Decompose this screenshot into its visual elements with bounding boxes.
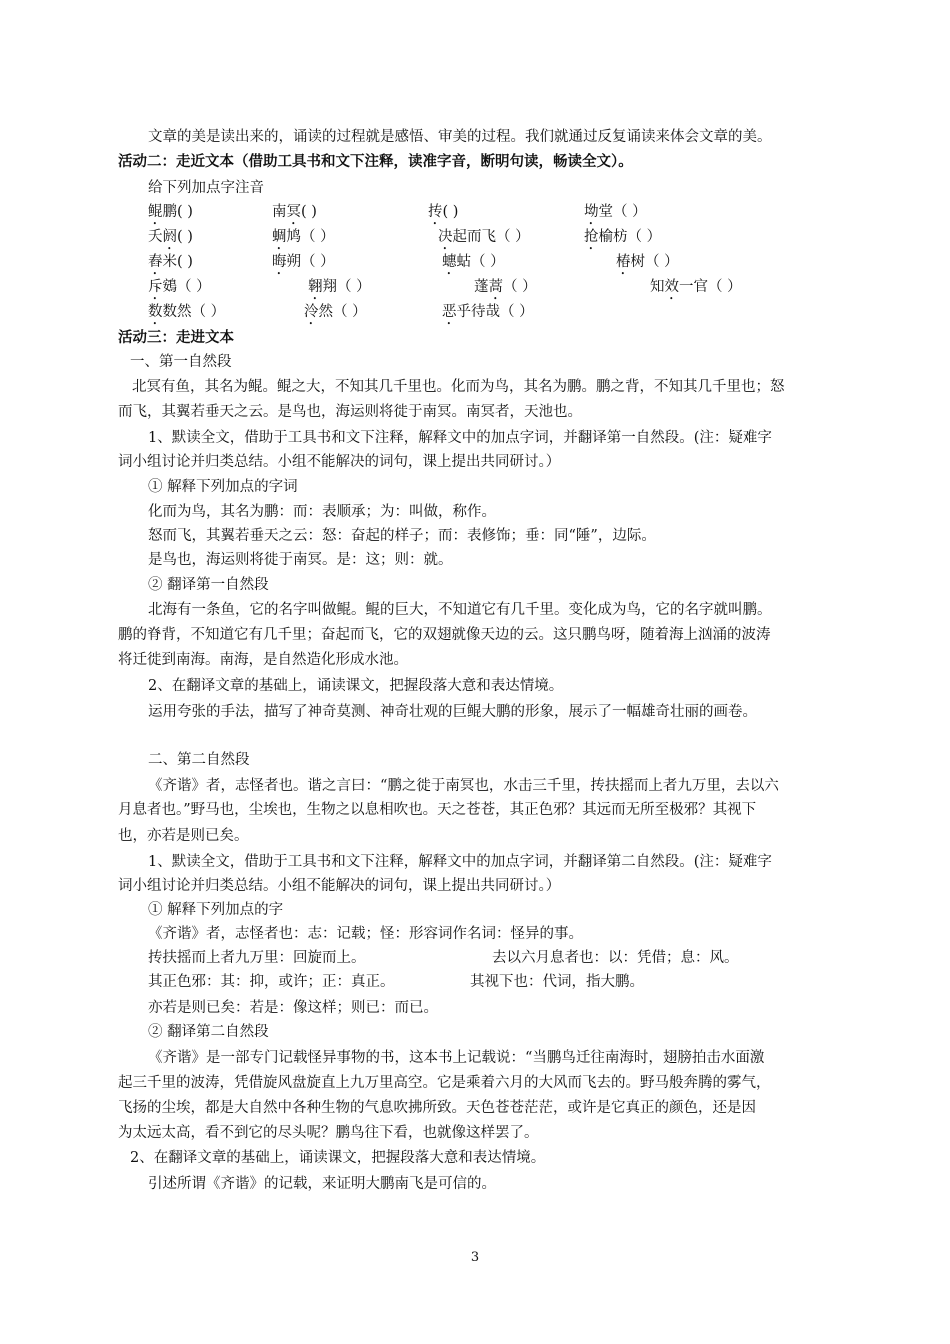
section2-answer: 引述所谓《齐谐》的记载，来证明大鹏南飞是可信的。 — [148, 1176, 496, 1192]
activity3-heading: 活动三：走进文本 — [118, 330, 234, 346]
dotted-character: 冥 — [286, 204, 301, 220]
section2-text-line: 也，亦若是则已矣。 — [118, 828, 249, 844]
dotted-character: 舂 — [148, 254, 163, 270]
pinyin-item — [308, 277, 371, 303]
dotted-character: 斥 — [148, 279, 163, 295]
activity2-heading: 活动二：走近文本（借助工具书和文下注释，读准字音，断明句读，畅读全文）。 — [118, 154, 633, 170]
section1-answer: 运用夸张的手法，描写了神奇莫测、神奇壮观的巨鲲大鹏的形象，展示了一幅雄奇壮丽的画卷。 — [148, 704, 757, 720]
pinyin-item — [148, 202, 193, 228]
pinyin-item-suffix: 树（ ） — [630, 254, 679, 270]
pinyin-item — [442, 252, 505, 278]
section2-gloss: 其视下也：代词，指大鹏。 — [470, 974, 644, 990]
pinyin-item — [474, 277, 537, 303]
pinyin-item-suffix: 榆枋（ ） — [598, 229, 662, 245]
pinyin-item — [272, 202, 317, 228]
dotted-character: 蒿 — [488, 279, 503, 295]
pinyin-item-prefix: 夭 — [148, 229, 163, 245]
section2-translation: 为太远太高，看不到它的尽头呢？鹏鸟往下看，也就像这样罢了。 — [118, 1125, 539, 1141]
dotted-character: 效 — [664, 279, 679, 295]
intro-paragraph: 文章的美是读出来的，诵读的过程就是感悟、审美的过程。我们就通过反复诵读来体会文章的美。 — [148, 129, 772, 145]
section1-text-line: 而飞，其翼若垂天之云。是鸟也，海运则将徙于南冥。南冥者，天池也。 — [118, 404, 582, 420]
pinyin-item — [148, 302, 225, 328]
pinyin-item-suffix: 鴳（ ） — [162, 279, 211, 295]
section1-task2: 2、在翻译文章的基础上，诵读课文，把握段落大意和表达情境。 — [148, 678, 564, 694]
pinyin-item — [428, 202, 458, 228]
section2-text-line: 《齐谐》者，志怪者也。谐之言曰：“鹏之徙于南冥也，水击三千里，抟扶摇而上者九万里，去以六 — [148, 778, 779, 794]
section2-gloss: 去以六月息者也：以：凭借；息：风。 — [492, 950, 739, 966]
pinyin-item — [148, 227, 193, 253]
section1-title: 一、第一自然段 — [130, 354, 232, 370]
pinyin-item-prefix: 蓬 — [474, 279, 489, 295]
section1-translation: 将迁徙到南海。南海，是自然造化形成水池。 — [118, 652, 408, 668]
dotted-character: 晦 — [272, 254, 287, 270]
pinyin-item-suffix: 翔（ ） — [322, 279, 371, 295]
section2-translation: 起三千里的波涛，凭借旋风盘旋直上九万里高空。它是乘着六月的大风而飞去的。野马般奔腾的雾气， — [118, 1075, 771, 1091]
dotted-character: 决 — [438, 229, 453, 245]
section2-gloss: 抟扶摇而上者九万里：回旋而上。 — [148, 950, 366, 966]
pinyin-item-suffix: 朔（ ） — [286, 254, 335, 270]
dotted-character: 数 — [148, 304, 163, 320]
pinyin-item — [650, 277, 742, 303]
dotted-character: 坳 — [584, 204, 599, 220]
pinyin-item-suffix: 数然（ ） — [162, 304, 226, 320]
pinyin-item — [148, 277, 211, 303]
pinyin-item-suffix: 堂（ ） — [598, 204, 647, 220]
pinyin-item-suffix: （ ） — [503, 279, 537, 295]
dotted-character: 翱 — [308, 279, 323, 295]
section2-translation: 飞扬的尘埃，都是大自然中各种生物的气息吹拂所致。天色苍苍茫茫，或许是它真正的颜色，还是因 — [118, 1100, 756, 1116]
dotted-character: 椿 — [616, 254, 631, 270]
section2-text-line: 月息者也。”野马也，尘埃也，生物之以息相吹也。天之苍苍，其正色邪？其远而无所至极邪？其视下 — [118, 802, 757, 818]
section1-sub-heading: ② 翻译第一自然段 — [148, 577, 269, 593]
section2-title: 二、第二自然段 — [148, 752, 250, 768]
pinyin-item — [584, 227, 661, 253]
pinyin-instruction: 给下列加点字注音 — [148, 180, 264, 196]
pinyin-item-suffix: 起而飞（ ） — [452, 229, 530, 245]
pinyin-item-prefix: 南 — [272, 204, 287, 220]
pinyin-item — [442, 302, 534, 328]
section1-gloss: 是鸟也，海运则将徙于南冥。是：这；则：就。 — [148, 552, 453, 568]
dotted-character: 蟪 — [442, 254, 457, 270]
pinyin-item — [584, 202, 647, 228]
section1-task1-cont: 词小组讨论并归类总结。小组不能解决的词句，课上提出共同研讨。） — [118, 454, 561, 470]
section2-gloss: 《齐谐》者，志怪者也：志：记载；怪：形容词作名词：怪异的事。 — [148, 926, 583, 942]
dotted-character: 抢 — [584, 229, 599, 245]
section1-text-line: 北冥有鱼，其名为鲲。鲲之大，不知其几千里也。化而为鸟，其名为鹏。鹏之背，不知其几千里也；怒 — [132, 379, 785, 395]
pinyin-item-suffix: 一官（ ） — [679, 279, 742, 295]
dotted-character: 恶 — [442, 304, 457, 320]
dotted-character: 阏 — [162, 229, 177, 245]
pinyin-item — [304, 302, 367, 328]
pinyin-item-suffix: 乎待哉（ ） — [456, 304, 534, 320]
pinyin-item — [438, 227, 530, 253]
pinyin-item-suffix: ( ) — [301, 204, 317, 220]
section2-gloss: 其正色邪：其：抑，或许；正：真正。 — [148, 974, 395, 990]
pinyin-item-suffix: ( ) — [442, 204, 459, 220]
section1-gloss: 化而为鸟，其名为鹏：而：表顺承；为：叫做，称作。 — [148, 504, 496, 520]
dotted-character: 蜩 — [272, 229, 287, 245]
pinyin-item — [148, 252, 193, 278]
section2-sub-heading: ① 解释下列加点的字 — [148, 902, 284, 918]
section1-sub-heading: ① 解释下列加点的字词 — [148, 479, 298, 495]
dotted-character: 鲲 — [148, 204, 163, 220]
section1-translation: 鹏的脊背，不知道它有几千里；奋起而飞，它的双翅就像天边的云。这只鹏鸟呀，随着海上汹涌的波涛 — [118, 627, 771, 643]
dotted-character: 抟 — [428, 204, 443, 220]
pinyin-item — [272, 227, 335, 253]
pinyin-item-suffix: 蛄（ ） — [456, 254, 505, 270]
section2-task1: 1、默读全文，借助于工具书和文下注释，解释文中的加点字词，并翻译第二自然段。(注：疑难字 — [148, 854, 772, 870]
pinyin-item — [272, 252, 335, 278]
section1-gloss: 怒而飞，其翼若垂天之云：怒：奋起的样子；而：表修饰；垂：同“陲”，边际。 — [148, 528, 656, 544]
pinyin-item-suffix: 鹏( ) — [162, 204, 193, 220]
pinyin-item-suffix: 米( ) — [162, 254, 193, 270]
section1-task1: 1、默读全文，借助于工具书和文下注释，解释文中的加点字词，并翻译第一自然段。(注：疑难字 — [148, 430, 772, 446]
pinyin-item-suffix: 鸠（ ） — [286, 229, 335, 245]
page-number: 3 — [470, 1250, 480, 1265]
section1-translation: 北海有一条鱼，它的名字叫做鲲。鲲的巨大，不知道它有几千里。变化成为鸟，它的名字就叫鹏。 — [148, 602, 772, 618]
pinyin-item-prefix: 知 — [650, 279, 665, 295]
section2-gloss: 亦若是则已矣：若是：像这样；则已：而已。 — [148, 1000, 438, 1016]
section2-translation: 《齐谐》是一部专门记载怪异事物的书，这本书上记载说：“当鹏鸟迁往南海时，翅膀拍击水面激 — [148, 1050, 765, 1066]
section2-sub-heading: ② 翻译第二自然段 — [148, 1024, 269, 1040]
section2-task2: 2、在翻译文章的基础上，诵读课文，把握段落大意和表达情境。 — [130, 1150, 546, 1166]
pinyin-item — [616, 252, 679, 278]
pinyin-item-suffix: ( ) — [177, 229, 193, 245]
section2-task1-cont: 词小组讨论并归类总结。小组不能解决的词句，课上提出共同研讨。） — [118, 878, 561, 894]
pinyin-item-suffix: 然（ ） — [318, 304, 367, 320]
dotted-character: 泠 — [304, 304, 319, 320]
